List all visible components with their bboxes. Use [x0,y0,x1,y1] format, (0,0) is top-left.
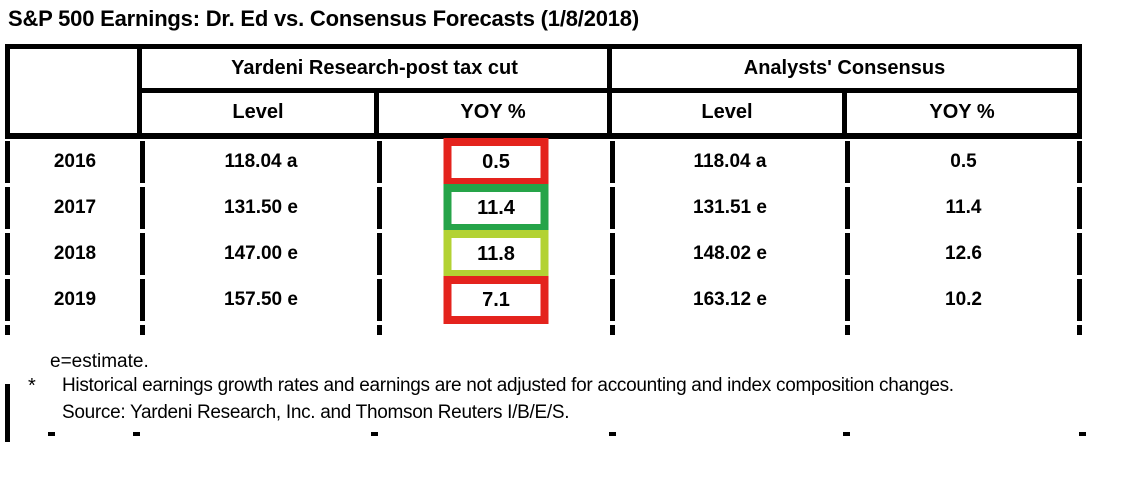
consensus-yoy-cell: 11.4 [845,187,1082,229]
consensus-yoy-cell: 0.5 [845,141,1082,183]
yoy-highlight-box-yellowgreen: 11.8 [444,230,549,278]
yoy-highlight-box-green: 11.4 [444,184,549,232]
table-continuation-dash [843,432,850,436]
table-row-2018 [5,233,1082,275]
table-row-2017 [5,187,1082,229]
table-continuation-dash [371,432,378,436]
footnote-estimate: e=estimate. [50,351,149,372]
group-header-consensus: Analysts' Consensus [743,57,946,79]
yardeni-level-cell: 118.04 a [140,141,377,183]
page-title: S&P 500 Earnings: Dr. Ed vs. Consensus Forecasts (1/8/2018) [8,6,639,31]
consensus-level-cell: 163.12 e [610,279,845,321]
footnote-historical: Historical earnings growth rates and earnings are not adjusted for accounting and index composition changes. [62,375,954,396]
consensus-level-cell: 148.02 e [610,233,845,275]
year-cell: 2017 [5,187,140,229]
yardeni-yoy-cell [377,279,610,321]
consensus-level-cell: 118.04 a [610,141,845,183]
year-cell: 2019 [5,279,140,321]
table-row-2019 [5,279,1082,321]
header-vline-right [1077,44,1082,139]
column-header-yardeni-level: Level [232,101,284,123]
footnote-asterisk: * [28,375,36,397]
column-header-consensus-yoy: YOY % [929,101,995,123]
table-continuation-dash [48,432,55,436]
yardeni-level-cell: 157.50 e [140,279,377,321]
table-continuation-dash [133,432,140,436]
column-header-yardeni-yoy: YOY % [460,101,526,123]
table-row-2016 [5,141,1082,183]
column-header-consensus-level: Level [701,101,753,123]
year-cell: 2018 [5,233,140,275]
group-header-yardeni: Yardeni Research-post tax cut [231,57,518,79]
header-vline-left [5,44,10,139]
table-rule-stubs [5,325,1082,335]
table-top-border [5,44,1082,49]
yardeni-level-cell: 131.50 e [140,187,377,229]
yoy-highlight-box-red: 0.5 [444,138,549,186]
yardeni-yoy-cell [377,141,610,183]
table-body [5,141,1082,335]
yardeni-yoy-cell [377,187,610,229]
cropped-left-border [5,384,10,442]
yardeni-yoy-cell [377,233,610,275]
table-continuation-dash [609,432,616,436]
yoy-highlight-box-red: 7.1 [444,276,549,324]
year-cell: 2016 [5,141,140,183]
consensus-yoy-cell: 12.6 [845,233,1082,275]
table-continuation-dash [1079,432,1086,436]
footnote-source: Source: Yardeni Research, Inc. and Thomson Reuters I/B/E/S. [62,402,570,423]
yardeni-level-cell: 147.00 e [140,233,377,275]
consensus-level-cell: 131.51 e [610,187,845,229]
consensus-yoy-cell: 10.2 [845,279,1082,321]
